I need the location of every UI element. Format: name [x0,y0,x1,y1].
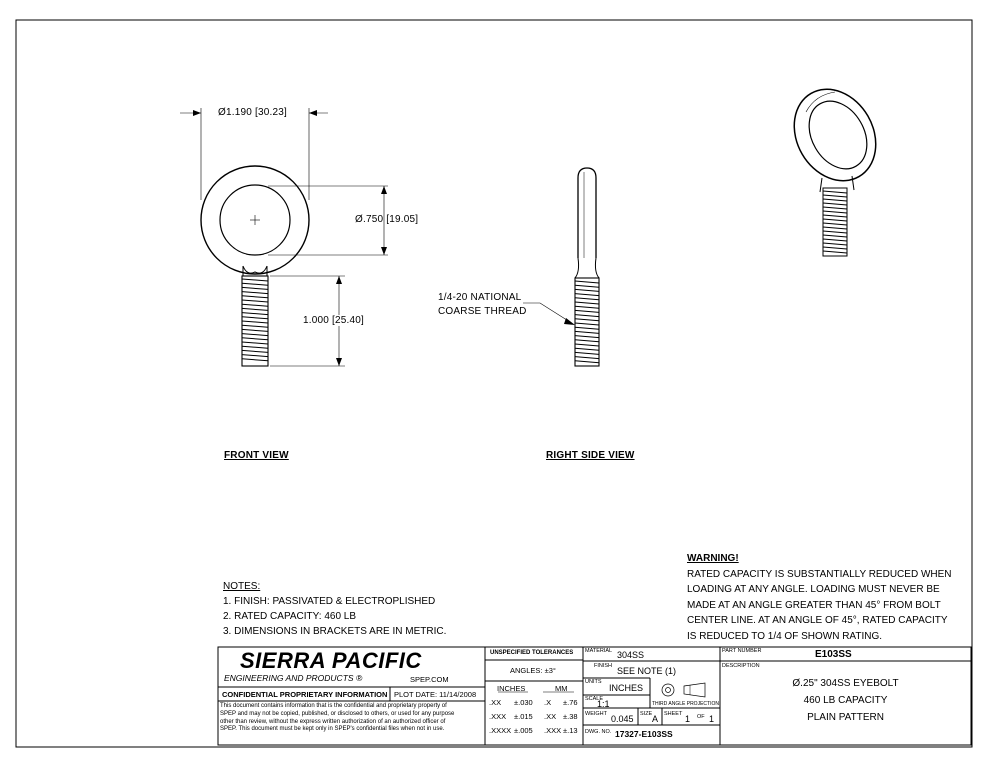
tol-mm-tol: ±.76 [563,698,578,707]
dim-outer-value: Ø1.190 [218,107,253,118]
material-label: MATERIAL [585,648,613,654]
size-value: A [652,714,659,724]
front-view-label: FRONT VIEW [224,450,289,461]
finish-value: SEE NOTE (1) [617,666,677,676]
tol-in-tol: ±.015 [514,712,533,721]
confidential-line: SPEP. This document must be kept only in SPEP's confidential files when not in use. [220,726,445,733]
tol-in-place: .XXX [489,712,507,721]
company-sub [224,673,362,683]
dim-shank-mm: 25.40 [335,315,362,326]
dim-inner-value: Ø.750 [355,214,384,225]
confidential-line: SPEP and may not be copied, published, or disclosed to others, or used for any purpose [220,710,455,717]
tol-mm-place: .X [544,698,552,707]
warning-line: RATED CAPACITY IS SUBSTANTIALLY REDUCED WHEN [687,568,952,580]
thread-callout [438,291,527,319]
part-number: E103SS [815,649,852,660]
confidential-title: CONFIDENTIAL PROPRIETARY INFORMATION [222,690,388,699]
confidential-line: This document contains information that is the confidential and proprietary property of [220,703,447,709]
tol-mm-place: .XX [544,712,557,721]
of-label: OF [697,714,705,720]
notes-block [223,579,446,639]
weight-value: 0.045 [611,714,634,724]
dim-inner-mm: 19.05 [389,214,416,225]
scale-value: 1:1 [597,699,610,709]
sheet-value: 1 [685,714,691,724]
description-line: 460 LB CAPACITY [803,695,888,706]
dim-outer-mm: 30.23 [257,107,285,118]
dim-shank-length: 1.000 [25.40] [303,315,365,326]
note-item: 1. FINISH: PASSIVATED & ELECTROPLISHED [223,596,436,607]
warning-line: LOADING AT ANY ANGLE. LOADING MUST NEVER BE [687,584,940,595]
units-label: UNITS [585,679,602,685]
dim-inner-diameter: Ø.750 [19.05] [355,214,419,225]
dwg-number: 17327-E103SS [615,729,673,739]
company-sub-text: ENGINEERING AND PRODUCTS [224,673,354,683]
tol-mm-tol: ±.38 [563,712,578,721]
size-label: SIZE [640,711,653,717]
notes-title: NOTES: [223,581,261,592]
tolerances-title: UNSPECIFIED TOLERANCES [490,650,574,656]
part-number-label: PART NUMBER [722,648,762,654]
website: SPEP.COM [410,675,449,684]
dwg-label: DWG. NO. [585,729,612,735]
dim-shank-value: 1.000 [303,315,330,326]
projection-label: THIRD ANGLE PROJECTION [652,701,719,707]
description [720,675,971,726]
tol-mm-place: .XXX [544,726,562,735]
confidential-line: other than review, without the express written authorization of an authorized officer of [220,718,446,725]
warning-line: IS REDUCED TO 1/4 OF SHOWN RATING. [687,630,883,642]
warning-line: CENTER LINE. AT AN ANGLE OF 45°, RATED CAPACITY [687,615,948,626]
sheet-label: SHEET [664,711,683,717]
tol-mm-header: MM [555,684,568,693]
description-line: PLAIN PATTERN [807,712,884,723]
tolerances-angles: ANGLES: ±3° [510,666,556,675]
warning-line: MADE AT AN ANGLE GREATER THAN 45° FROM BOLT [687,599,941,611]
tol-in-tol: ±.030 [514,698,533,707]
warning-block [687,551,952,644]
weight-label: WEIGHT [585,711,607,717]
note-item: 3. DIMENSIONS IN BRACKETS ARE IN METRIC. [223,626,447,637]
tol-inches-header: INCHES [497,684,526,693]
confidential-text [220,703,454,734]
note-item: 2. RATED CAPACITY: 460 LB [223,611,357,622]
material-value: 304SS [617,650,645,660]
tol-in-place: .XXXX [489,726,512,735]
tol-mm-tol: ±.13 [563,726,578,735]
right-side-view [523,168,599,366]
plot-date: PLOT DATE: 11/14/2008 [394,690,477,699]
front-view [180,108,388,366]
thread-callout-line2: COARSE THREAD [438,306,527,317]
tol-in-tol: ±.005 [514,726,533,735]
dim-outer-diameter: Ø1.190 [30.23] [218,107,287,118]
tol-in-place: .XX [489,698,502,707]
units-value: INCHES [609,683,644,693]
finish-label: FINISH [594,663,613,669]
warning-title: WARNING! [687,553,739,564]
scale-label: SCALE [585,696,604,702]
right-side-view-label: RIGHT SIDE VIEW [546,450,635,461]
description-label: DESCRIPTION [722,663,760,669]
thread-callout-line1: 1/4-20 NATIONAL [438,292,522,303]
description-line: Ø.25" 304SS EYEBOLT [792,678,899,689]
sheet-total: 1 [709,714,715,724]
company-name: SIERRA PACIFIC [240,648,422,673]
registered-mark: ® [355,673,363,683]
iso-view [778,74,892,256]
